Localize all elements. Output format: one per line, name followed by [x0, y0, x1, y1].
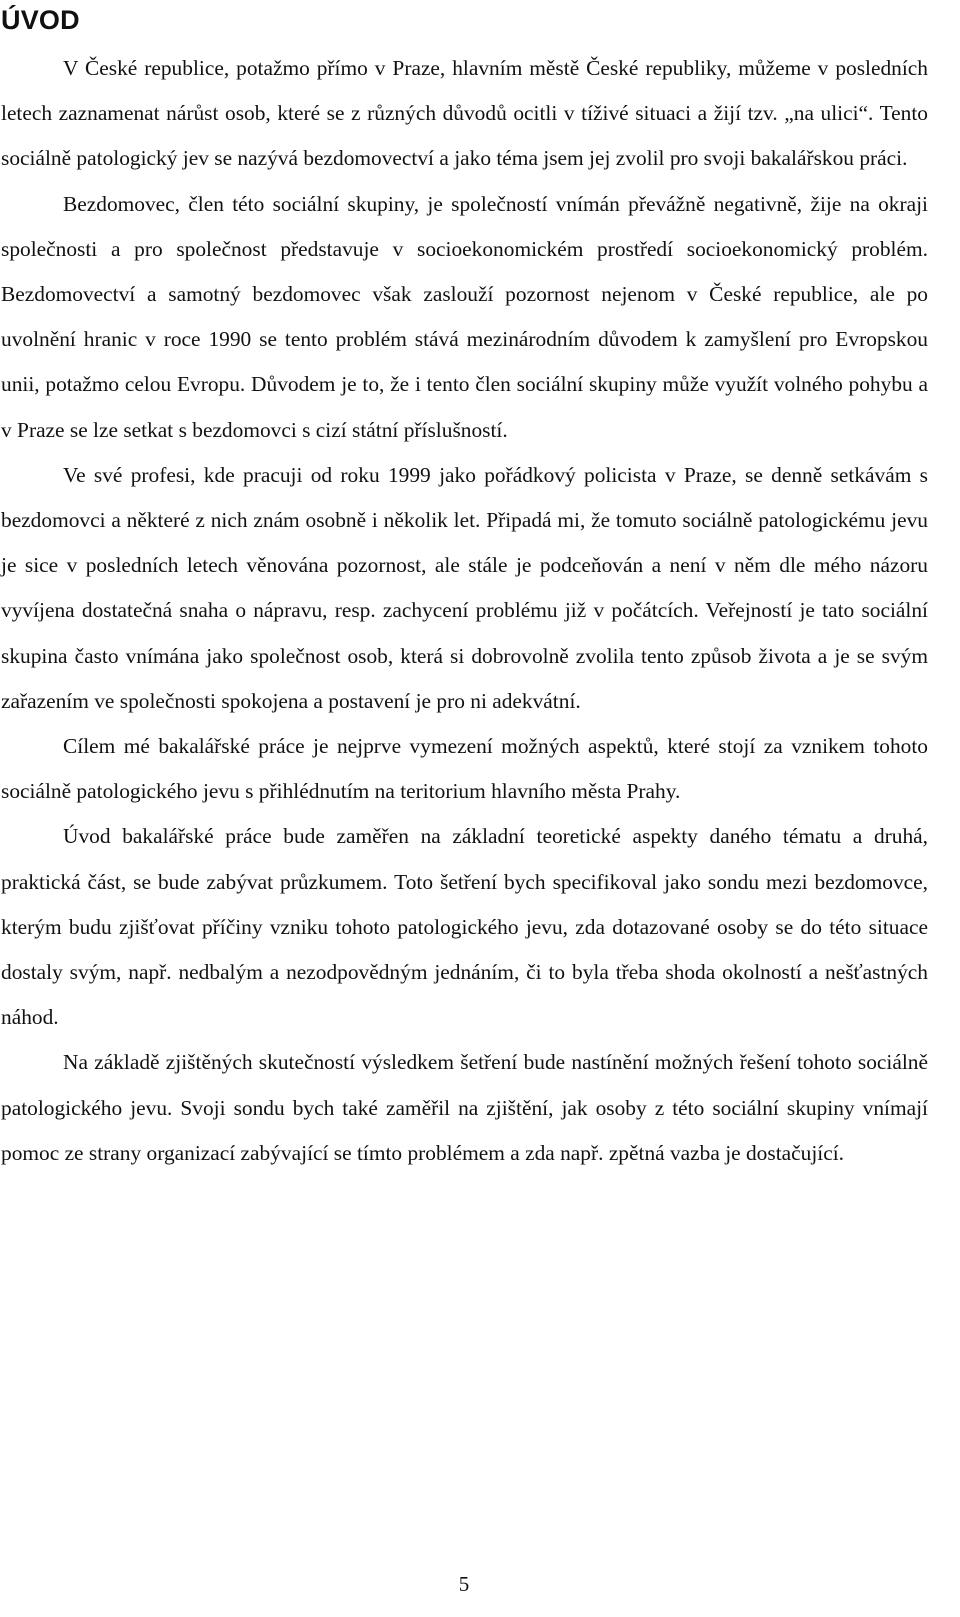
- paragraph-solutions: Na základě zjištěných skutečností výsledkem šetření bude nastínění možných řešení tohoto sociálně patologického jevu. Svoji sondu bych také zaměřil na zjištění, jak osoby z této sociální skupiny vnímají pomoc ze strany organizací zabývající se tímto problémem a zda např. zpětná vazba je dostačující.: [1, 1050, 928, 1165]
- paragraph-goal: Cílem mé bakalářské práce je nejprve vymezení možných aspektů, které stojí za vznikem tohoto sociálně patologického jevu s přihlédnutím na teritorium hlavního města Prahy.: [1, 734, 928, 804]
- page-title: ÚVOD: [1, 5, 80, 35]
- paragraph-intro: V České republice, potažmo přímo v Praze, hlavním městě České republiky, můžeme v posledních letech zaznamenat nárůst osob, které se z různých důvodů ocitli v tíživé situaci a žijí tzv. „na ulici“. Tento sociálně patologický jev se nazývá bezdomovectví a jako téma jsem jej zvolil pro svoji bakalářskou práci.: [1, 56, 928, 171]
- paragraph-homeless-definition: Bezdomovec, člen této sociální skupiny, je společností vnímán převážně negativně, žije na okraji společnosti a pro společnost představuje v socioekonomickém prostředí socioekonomický problém. Bezdomovectví a samotný bezdomovec však zaslouží pozornost nejenom v České republice, ale po uvolnění hranic v roce 1990 se tento problém stává mezinárodním důvodem k zamyšlení pro Evropskou unii, potažmo celou Evropu. Důvodem je to, že i tento člen sociální skupiny může využít volného pohybu a v Praze se lze setkat s bezdomovci s cizí státní příslušností.: [1, 191, 928, 442]
- paragraph-profession: Ve své profesi, kde pracuji od roku 1999 jako pořádkový policista v Praze, se denně setkávám s bezdomovci a některé z nich znám osobně i několik let. Připadá mi, že tomuto sociálně patologickému jevu je sice v posledních letech věnována pozornost, ale stále je podceňován a není v něm dle mého názoru vyvíjena dostatečná snaha o nápravu, resp. zachycení problému již v počátcích. Veřejností je tato sociální skupina často vnímána jako společnost osob, která si dobrovolně zvolila tento způsob života a je se svým zařazením ve společnosti spokojena a postavení je pro ni adekvátní.: [1, 462, 928, 713]
- paragraph-structure: Úvod bakalářské práce bude zaměřen na základní teoretické aspekty daného tématu a druhá, praktická část, se bude zabývat průzkumem. Toto šetření bych specifikoval jako sondu mezi bezdomovce, kterým budu zjišťovat příčiny vzniku tohoto patologického jevu, zda dotazované osoby se do této situace dostaly svým, např. nedbalým a nezodpovědným jednáním, či to byla třeba shoda okolností a nešťastných náhod.: [1, 824, 928, 1030]
- body-text: [1, 46, 928, 1176]
- page-number: 5: [458, 1572, 470, 1596]
